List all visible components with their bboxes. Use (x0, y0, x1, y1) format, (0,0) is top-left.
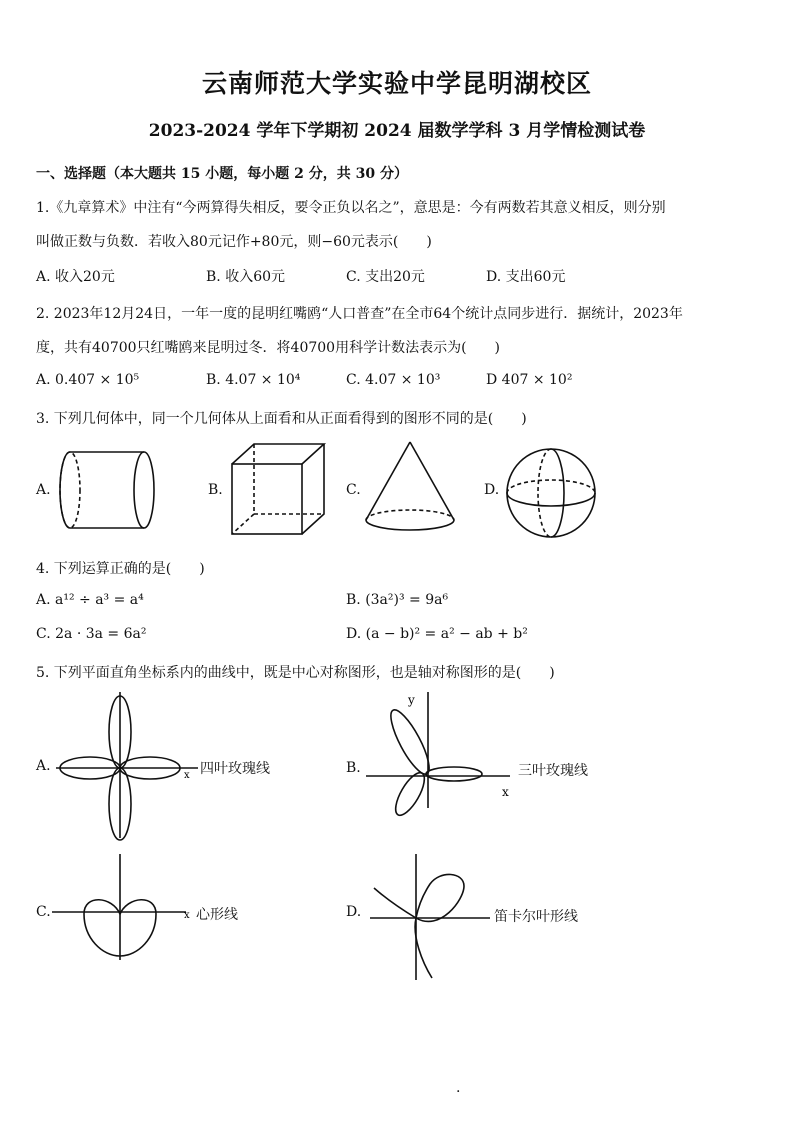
q5-c-x-axis-label: x (184, 910, 190, 921)
q4-option-a: A. a¹² ÷ a³ = a⁴ (36, 592, 144, 608)
q2-option-a: A. 0.407 × 10⁵ (36, 372, 140, 388)
four-leaf-rose-label: 四叶玫瑰线 (200, 761, 270, 777)
q3-line-1: 3. 下列几何体中，同一个几何体从上面看和从正面看得到的图形不同的是( ) (36, 411, 527, 427)
cardioid-label: 心形线 (196, 907, 238, 923)
q2-option-d: D 407 × 10² (486, 372, 573, 388)
cone-figure (362, 440, 458, 540)
q2-line-1: 2. 2023年12月24日，一年一度的昆明红嘴鸥“人口普查”在全市64个统计点同步进行．据统计，2023年 (36, 306, 683, 322)
q3-option-c-label: C. (346, 482, 361, 498)
section-heading: 一、选择题（本大题共 15 小题，每小题 2 分，共 30 分） (36, 166, 408, 182)
cube-figure (228, 442, 328, 542)
school-title: 云南师范大学实验中学昆明湖校区 (201, 69, 592, 98)
folium-graph (360, 852, 500, 982)
q4-option-b: B. (3a²)³ = 9a⁶ (346, 592, 449, 608)
q4-option-c: C. 2a · 3a = 6a² (36, 626, 147, 642)
sphere-figure (504, 446, 598, 540)
q5-option-b-label: B. (346, 760, 361, 776)
q5-line-1: 5. 下列平面直角坐标系内的曲线中，既是中心对称图形，也是轴对称图形的是( ) (36, 665, 555, 681)
q5-b-x-axis-label: x (502, 785, 509, 799)
q1-option-d: D. 支出60元 (486, 269, 566, 285)
q1-option-b: B. 收入60元 (206, 269, 286, 285)
q5-option-c-label: C. (36, 904, 51, 920)
three-leaf-rose-graph (360, 690, 520, 810)
folium-label: 笛卡尔叶形线 (494, 909, 578, 925)
q3-option-d-label: D. (484, 482, 500, 498)
q1-line-2: 叫做正数与负数．若收入80元记作+80元，则−60元表示( ) (36, 234, 432, 250)
cylinder-figure (56, 448, 166, 538)
q1-line-1: 1.《九章算术》中注有“今两算得失相反，要令正负以名之”，意思是：今有两数若其意义相反，则分别 (36, 200, 666, 216)
q3-option-a-label: A. (36, 482, 51, 498)
q2-option-c: C. 4.07 × 10³ (346, 372, 441, 388)
q2-line-2: 度，共有40700只红嘴鸥来昆明过冬．将40700用科学计数法表示为( ) (36, 340, 500, 356)
cardioid-graph (46, 852, 196, 962)
q4-option-d: D. (a − b)² = a² − ab + b² (346, 626, 528, 642)
four-leaf-rose-graph (50, 690, 200, 840)
q5-a-x-axis-label: x (184, 770, 190, 781)
exam-title: 2023-2024 学年下学期初 2024 届数学学科 3 月学情检测试卷 (148, 121, 646, 141)
q3-option-b-label: B. (208, 482, 223, 498)
q5-option-d-label: D. (346, 904, 362, 920)
q5-b-y-axis-label: y (408, 693, 415, 707)
three-leaf-rose-label: 三叶玫瑰线 (518, 763, 588, 779)
q1-option-c: C. 支出20元 (346, 269, 425, 285)
q4-line-1: 4. 下列运算正确的是( ) (36, 561, 205, 577)
page-mark: . (456, 1080, 461, 1096)
q1-option-a: A. 收入20元 (36, 269, 115, 285)
q2-option-b: B. 4.07 × 10⁴ (206, 372, 301, 388)
q5-option-a-label: A. (36, 758, 51, 774)
